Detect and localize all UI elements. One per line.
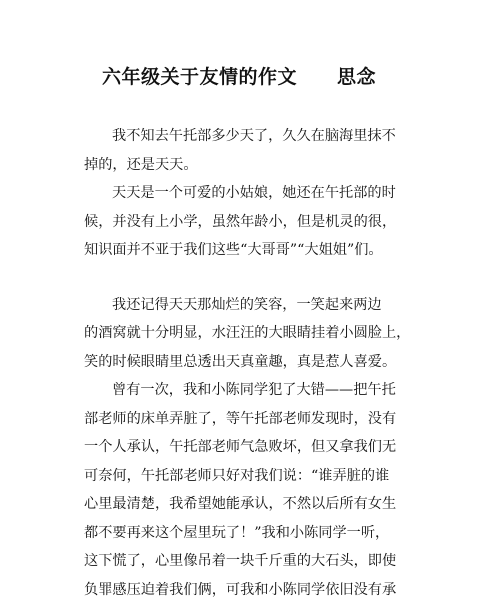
document-subtitle: 思念 [337, 66, 376, 88]
text-line: 天天是一个可爱的小姑娘，她还在午托部的时 [84, 179, 430, 208]
text-line: 心里最清楚，我希望她能承认，不然以后所有女生 [84, 490, 430, 519]
text-line: 掉的，还是天天。 [84, 151, 430, 180]
text-line: 笑的时候眼睛里总透出天真童趣，真是惹人喜爱。 [84, 348, 430, 377]
paragraph-gap [84, 265, 430, 291]
text-line: 我还记得天天那灿烂的笑容，一笑起来两边 [84, 291, 430, 320]
text-line: 曾有一次，我和小陈同学犯了大错——把午托 [84, 376, 430, 405]
text-line: 都不要再来这个屋里玩了！”我和小陈同学一听， [84, 519, 430, 548]
text-line: 这下慌了，心里像吊着一块千斤重的大石头，即使 [84, 547, 430, 576]
text-line: 负罪感压迫着我们俩，可我和小陈同学依旧没有承 [84, 576, 430, 604]
text-line: 部老师的床单弄脏了，等午托部老师发现时，没有 [84, 405, 430, 434]
document-title: 六年级关于友情的作文 [102, 66, 297, 88]
document-body [84, 122, 430, 604]
text-line: 一个人承认，午托部老师气急败坏，但又拿我们无 [84, 433, 430, 462]
text-line: 的酒窝就十分明显，水汪汪的大眼睛挂着小圆脸上， [84, 319, 430, 348]
text-line: 可奈何，午托部老师只好对我们说：“谁弄脏的谁 [84, 462, 430, 491]
text-line: 我不知去午托部多少天了，久久在脑海里抹不 [84, 122, 430, 151]
text-line: 候，并没有上小学，虽然年龄小，但是机灵的很， [84, 208, 430, 237]
document-title-row [102, 62, 376, 89]
text-line: 知识面并不亚于我们这些“大哥哥”“大姐姐”们。 [84, 236, 430, 265]
